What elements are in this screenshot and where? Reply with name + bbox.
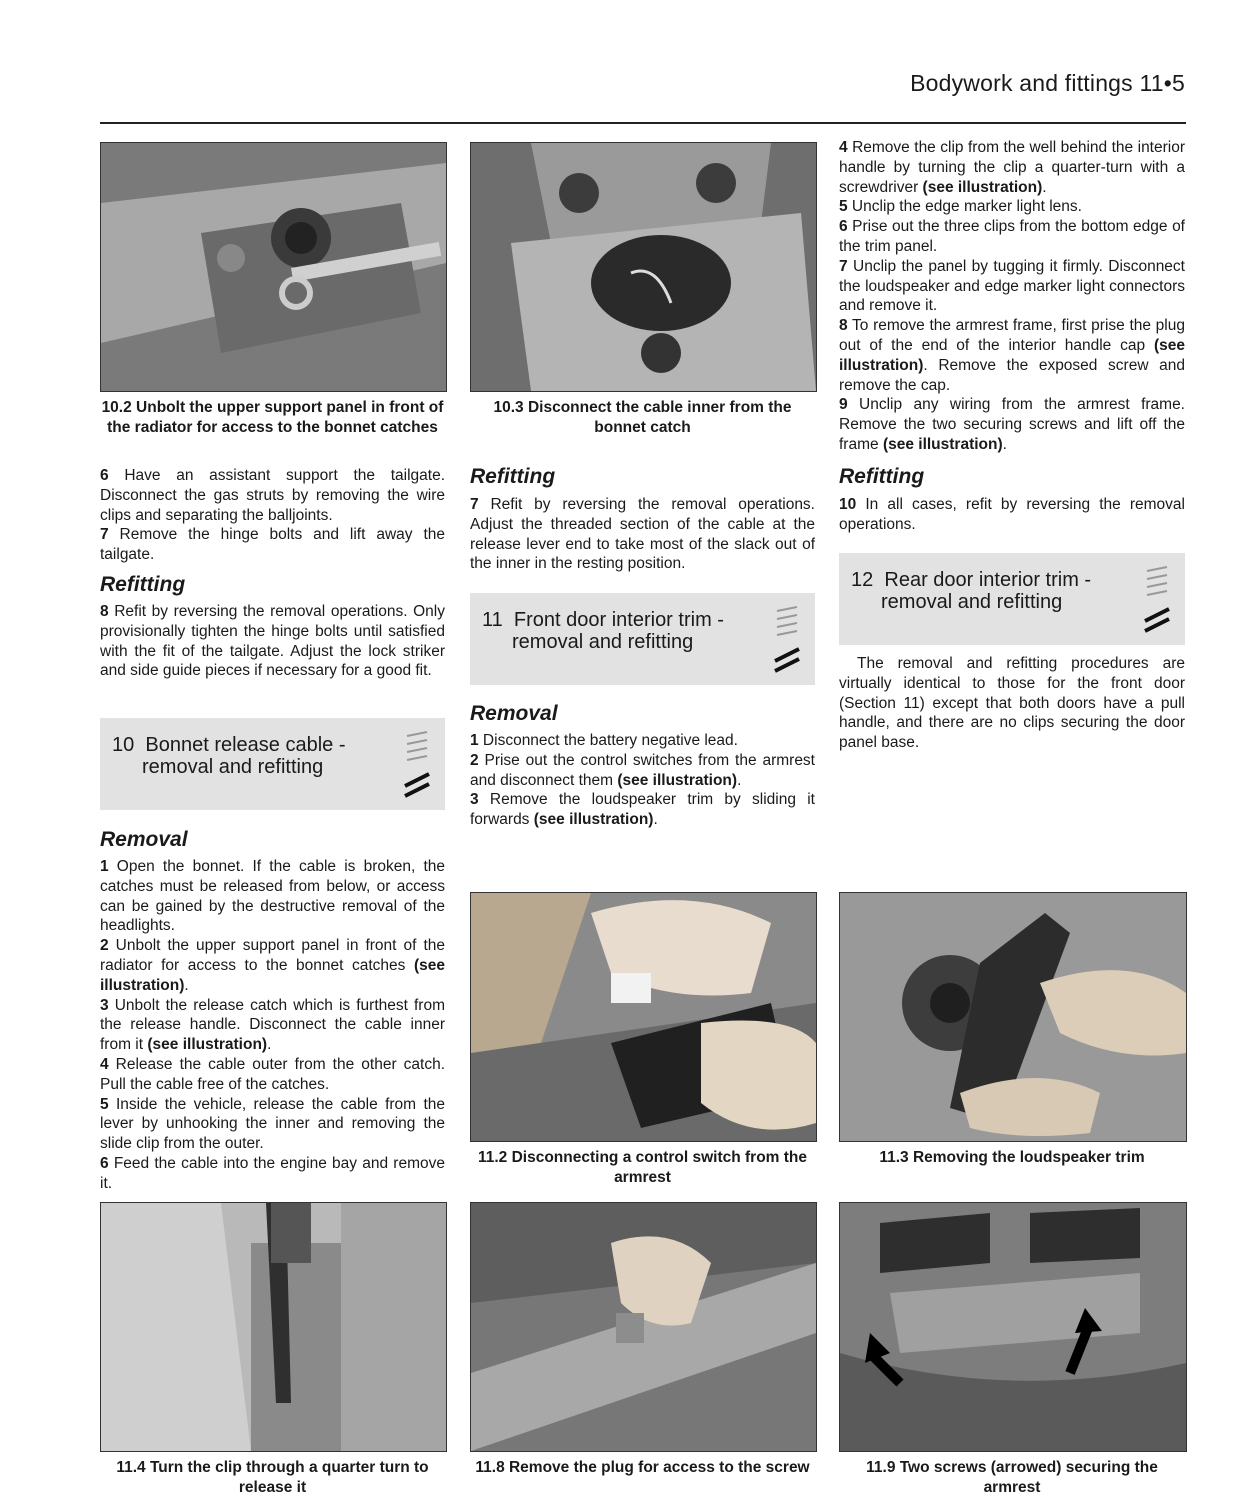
col1-removal-steps [100,857,445,1194]
step-number: 3 [100,996,109,1014]
section-12-intro: The removal and refitting procedures are virtually identical to those for the front door (Section 11) except that both doors have a pull handle, and there are no clips securing the door panel base. [839,655,1185,752]
step-number: 6 [839,218,848,236]
step-text: Unclip the edge marker light lens. [847,198,1082,216]
section-subtitle: removal and refitting [142,756,324,778]
wrench-difficulty-icon [1141,563,1175,635]
step-text: Unbolt the upper support panel in front of the radiator for access to the bonnet catches [100,937,445,974]
section-10-box [100,718,445,810]
photo-11-2 [470,892,817,1142]
step-text: Unbolt the release catch which is furthest from the release handle. Disconnect the cable inner from it [100,996,445,1054]
caption-11-9: 11.9 Two screws (arrowed) securing the armrest [866,1459,1158,1496]
illustration-ref: (see illustration) [533,811,654,829]
step-number: 4 [839,139,848,156]
step-number: 4 [100,1055,109,1073]
step-text: Disconnect the battery negative lead. [478,732,738,749]
step-number: 5 [100,1095,109,1113]
step-end: . [1042,178,1047,196]
wrench-difficulty-icon [771,603,805,675]
photo-11-8 [470,1202,817,1452]
section-number: 12 [851,569,874,591]
step-end: . [653,811,658,829]
step-text: In all cases, refit by reversing the removal operations. [839,496,1185,533]
illustration-ref: (see illustration) [617,771,738,789]
section-title [851,569,1091,613]
col3-step-10 [839,495,1185,535]
step-text: Feed the cable into the engine bay and remove it. [100,1154,445,1192]
step-end: . [737,771,742,789]
caption-11-2: 11.2 Disconnecting a control switch from the armrest [477,1149,807,1186]
section-subtitle: removal and refitting [512,631,694,653]
caption-11-4: 11.4 Turn the clip through a quarter turn to release it [116,1459,429,1496]
step-number: 3 [470,791,479,809]
step-number: 6 [100,467,109,484]
section-12-box [839,553,1185,645]
caption-10-2: 10.2 Unbolt the upper support panel in front of the radiator for access to the bonnet catches [101,399,444,436]
step-text: Prise out the three clips from the bottom edge of the trim panel. [839,218,1185,255]
step-number: 6 [100,1154,109,1172]
step-number: 7 [839,257,848,275]
section-title [112,734,346,778]
step-number: 9 [839,396,848,414]
step-text: Unclip any wiring from the armrest frame. Remove the two securing screws and lift off the frame [839,396,1185,453]
step-end: . [267,1036,272,1054]
photo-11-9 [839,1202,1187,1452]
illustration-ref: (see illustration) [147,1036,268,1054]
col1-step-8 [100,602,445,681]
section-number: 10 [112,734,135,756]
step-end: . [1002,435,1007,453]
step-number: 2 [470,751,479,769]
step-text: Release the cable outer from the other catch. Pull the cable free of the catches. [100,1055,445,1093]
step-text: Unclip the panel by tugging it firmly. Disconnect the loudspeaker and edge marker light connectors and remove it. [839,257,1185,315]
subheading-removal: Removal [100,828,188,851]
step-text: Refit by reversing the removal operations. Only provisionally tighten the hinge bolts until satisfied with the fit of the tailgate. Adjust the lock striker and side guide pieces if necessary for a good fit. [100,603,445,680]
step-text: To remove the armrest frame, first prise the plug out of the end of the interior handle cap [839,317,1185,354]
step-number: 7 [100,526,109,544]
step-end: . Remove the exposed screw and remove the cap. [839,356,1185,394]
section-11-box [470,593,815,685]
step-text: Prise out the control switches from the armrest and disconnect them [470,751,815,789]
step-number: 2 [100,937,109,955]
illustration-ref: (see illustration) [882,435,1003,453]
step-text: Inside the vehicle, release the cable from the lever by unhooking the inner and removing the slide clip from the outer. [100,1095,445,1153]
subheading-refitting: Refitting [839,465,925,488]
col3-steps [839,138,1185,455]
photo-10-2 [100,142,447,392]
step-number: 8 [839,317,848,335]
header-rule [100,122,1186,124]
caption-10-3: 10.3 Disconnect the cable inner from the bonnet catch [493,399,792,436]
section-title-text: Front door interior trim - [513,609,724,631]
photo-11-4 [100,1202,447,1452]
subheading-removal: Removal [470,702,558,725]
step-text: Remove the hinge bolts and lift away the tailgate. [100,526,445,564]
caption-11-8: 11.8 Remove the plug for access to the screw [475,1459,810,1476]
photo-11-3 [839,892,1187,1142]
caption-11-3: 11.3 Removing the loudspeaker trim [879,1149,1145,1166]
step-number: 1 [470,732,479,749]
subheading-refitting: Refitting [470,465,556,488]
step-number: 10 [839,496,857,513]
illustration-ref: (see illustration) [100,956,445,994]
wrench-difficulty-icon [401,728,435,800]
step-text: Have an assistant support the tailgate. Disconnect the gas struts by removing the wire clips and separating the balljoints. [100,467,445,524]
subheading-refitting: Refitting [100,573,186,596]
step-text: Remove the loudspeaker trim by sliding it forwards [470,791,815,829]
section-subtitle: removal and refitting [881,591,1063,613]
section-title-text: Rear door interior trim - [884,569,1092,591]
col1-steps-6-7 [100,466,445,565]
photo-10-3 [470,142,817,392]
step-number: 7 [470,496,479,513]
section-title [482,609,724,653]
section-title-text: Bonnet release cable - [145,734,346,756]
step-end: . [184,976,189,994]
step-number: 5 [839,198,848,216]
section-number: 11 [482,609,503,631]
step-number: 8 [100,603,109,620]
step-number: 1 [100,858,109,875]
illustration-ref: (see illustration) [839,336,1185,374]
step-text: Remove the clip from the well behind the interior handle by turning the clip a quarter-turn with a screwdriver [839,139,1185,196]
step-text: Refit by reversing the removal operations. Adjust the threaded section of the cable at the release lever end to take most of the slack out of the inner in the resting position. [470,496,815,573]
step-text: Open the bonnet. If the cable is broken, the catches must be released from below, or access can be gained by the destructive removal of the headlights. [100,858,445,935]
col2-removal-steps [470,731,815,830]
illustration-ref: (see illustration) [922,178,1043,196]
running-header: Bodywork and fittings 11•5 [910,70,1185,96]
col2-step-7 [470,495,815,574]
